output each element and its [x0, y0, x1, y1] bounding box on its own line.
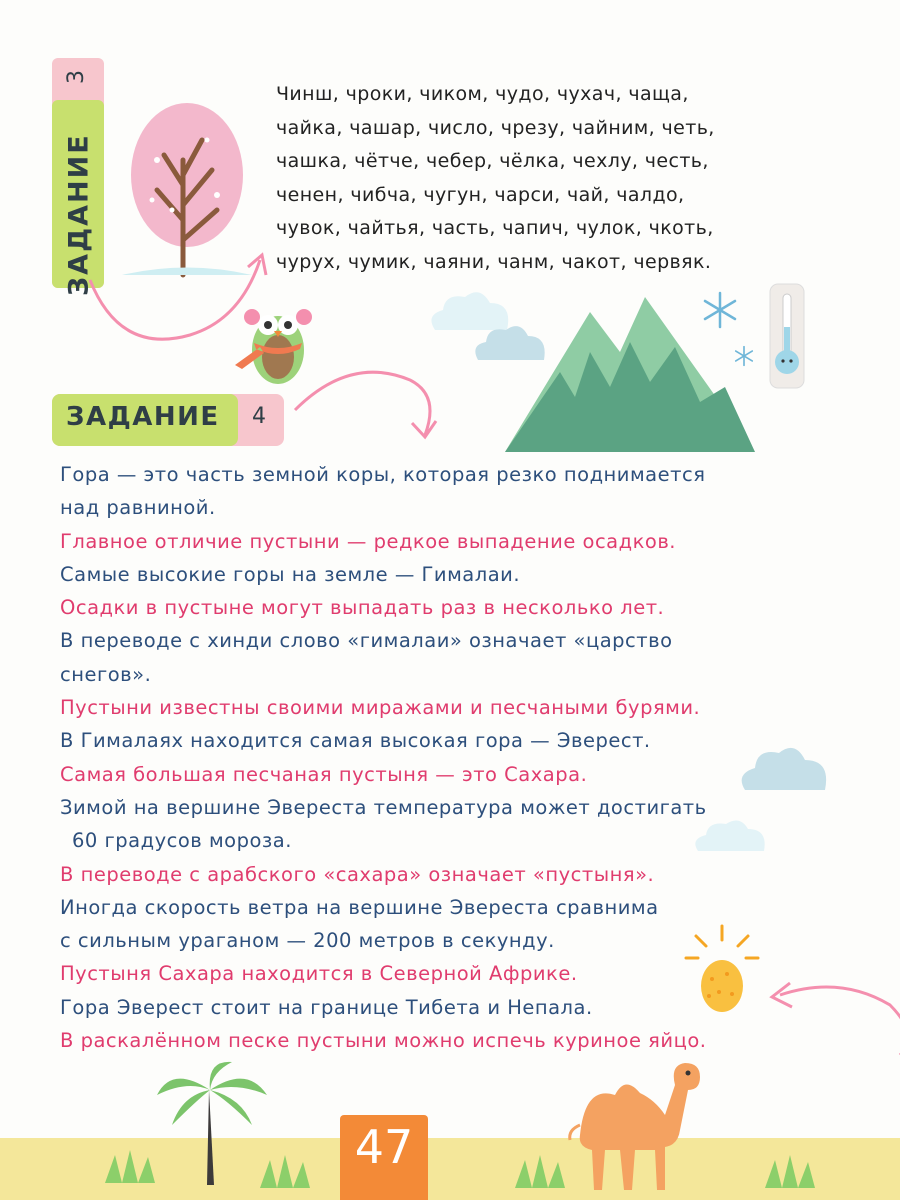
fact-line: снегов». [60, 662, 152, 686]
snowflake-icon [700, 290, 740, 330]
task3-title: ЗАДАНИЕ [63, 133, 95, 296]
task4-title: ЗАДАНИЕ [66, 402, 220, 432]
word-row: чувок, чайтья, часть, чапич, чулок, чкоть, [276, 217, 714, 240]
owl-icon [230, 295, 320, 390]
fact-line: над равниной. [60, 496, 216, 520]
fact-line: Самая большая песчаная пустыня — это Сахара. [60, 762, 588, 786]
egg-icon [697, 954, 747, 1014]
fact-line: В раскалённом песке пустыни можно испечь куриное яйцо. [60, 1029, 707, 1053]
page-number: 47 [354, 1120, 414, 1174]
word-row: чурух, чумик, чаяни, чанм, чакот, червяк. [276, 250, 712, 273]
fact-line: с сильным ураганом — 200 метров в секунду. [60, 929, 555, 953]
task4-facts [60, 458, 800, 1057]
thermometer-icon [762, 282, 812, 392]
grass-icon [760, 1150, 830, 1190]
palm-icon [152, 1060, 272, 1190]
fact-line: Главное отличие пустыни — редкое выпадение осадков. [60, 529, 677, 553]
fact-line: В переводе с арабского «сахара» означает «пустыня». [60, 862, 655, 886]
fact-line: Осадки в пустыне могут выпадать раз в несколько лет. [60, 596, 665, 620]
word-row: чашка, чётче, чебер, чёлка, чехлу, честь, [276, 150, 709, 173]
task4-number: 4 [252, 404, 266, 429]
fact-line: Зимой на вершине Эвереста температура может достигать [60, 795, 707, 819]
task3-word-list [276, 78, 796, 280]
snowflake-icon [733, 345, 755, 367]
grass-icon [255, 1150, 325, 1190]
fact-line: Пустыни известны своими миражами и песчаными бурями. [60, 696, 701, 720]
word-row: Чинш, чроки, чиком, чудо, чухач, чаща, [276, 83, 689, 105]
fact-line: 60 градусов мороза. [72, 829, 292, 853]
fact-line: Самые высокие горы на земле — Гималаи. [60, 562, 521, 586]
fact-line: Иногда скорость ветра на вершине Эвереста сравнима [60, 895, 659, 919]
grass-icon [100, 1145, 170, 1185]
fact-line: Гора Эверест стоит на границе Тибета и Непала. [60, 995, 593, 1019]
fact-line: В Гималаях находится самая высокая гора — Эверест. [60, 729, 651, 753]
word-row: чайка, чашар, число, чрезу, чайним, четь, [276, 116, 715, 139]
fact-line: Пустыня Сахара находится в Северной Африке. [60, 962, 578, 986]
task3-number: 3 [64, 70, 89, 84]
camel-icon [560, 1055, 710, 1195]
fact-line: В переводе с хинди слово «гималаи» означает «царство [60, 629, 673, 653]
word-row: ченен, чибча, чугун, чарси, чай, чалдо, [276, 183, 685, 206]
fact-line: Гора — это часть земной коры, которая резко поднимается [60, 463, 706, 486]
